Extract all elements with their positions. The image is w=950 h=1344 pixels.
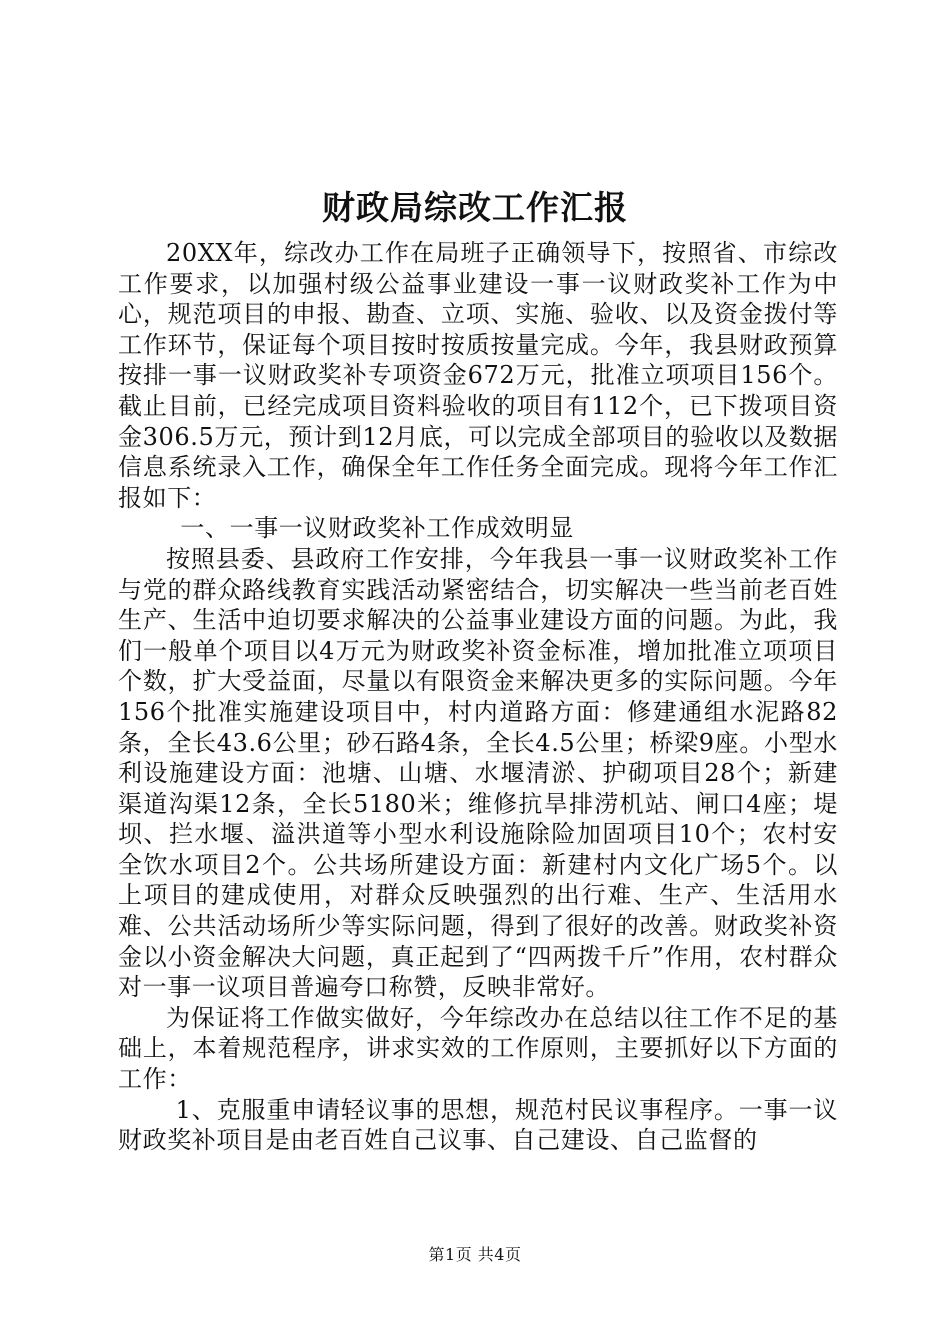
document-title: 财政局综改工作汇报: [322, 188, 628, 227]
measures-intro-paragraph: 为保证将工作做实做好，今年综改办在总结以往工作不足的基础上，本着规范程序，讲求实效的工作原则，主要抓好以下方面的工作：: [118, 1003, 838, 1094]
page-number-footer: 第1页 共4页: [428, 1245, 522, 1264]
section-heading: 一、一事一议财政奖补工作成效明显: [180, 514, 574, 543]
results-paragraph: 按照县委、县政府工作安排，今年我县一事一议财政奖补工作与党的群众路线教育实践活动紧密结合，切实解决一些当前老百姓生产、生活中迫切要求解决的公益事业建设方面的问题。为此，我们一般单个项目以4万元为财政奖补资金标准，增加批准立项项目个数，扩大受益面，尽量以有限资金来解决更多的实际问题。今年156个批准实施建设项目中，村内道路方面：修建通组水泥路82条，全长43.6公里；砂石路4条，全长4.5公里；桥梁9座。小型水利设施建设方面：池塘、山塘、水堰清淤、护砌项目28个；新建渠道沟渠12条，全长5180米；维修抗旱排涝机站、闸口4座；堤坝、拦水堰、溢洪道等小型水利设施除险加固项目10个；农村安全饮水项目2个。公共场所建设方面：新建村内文化广场5个。以上项目的建成使用，对群众反映强烈的出行难、生产、生活用水难、公共活动场所少等实际问题，得到了很好的改善。财政奖补资金以小资金解决大问题，真正起到了“四两拨千斤”作用，农村群众对一事一议项目普遍夸口称赞，反映非常好。: [118, 544, 838, 1002]
intro-paragraph: 20XX年，综改办工作在局班子正确领导下，按照省、市综改工作要求，以加强村级公益事业建设一事一议财政奖补工作为中心，规范项目的申报、勘查、立项、实施、验收、以及资金拨付等工作环节，保证每个项目按时按质按量完成。今年，我县财政预算按排一事一议财政奖补专项资金672万元，批准立项项目156个。截止目前，已经完成项目资料验收的项目有112个，已下拨项目资金306.5万元，预计到12月底，可以完成全部项目的验收以及数据信息系统录入工作，确保全年工作任务全面完成。现将今年工作汇报如下：: [118, 239, 838, 512]
point-one-paragraph: 1、克服重申请轻议事的思想，规范村民议事程序。一事一议财政奖补项目是由老百姓自己议事、自己建设、自己监督的: [118, 1095, 838, 1155]
document-body: [118, 238, 838, 1156]
